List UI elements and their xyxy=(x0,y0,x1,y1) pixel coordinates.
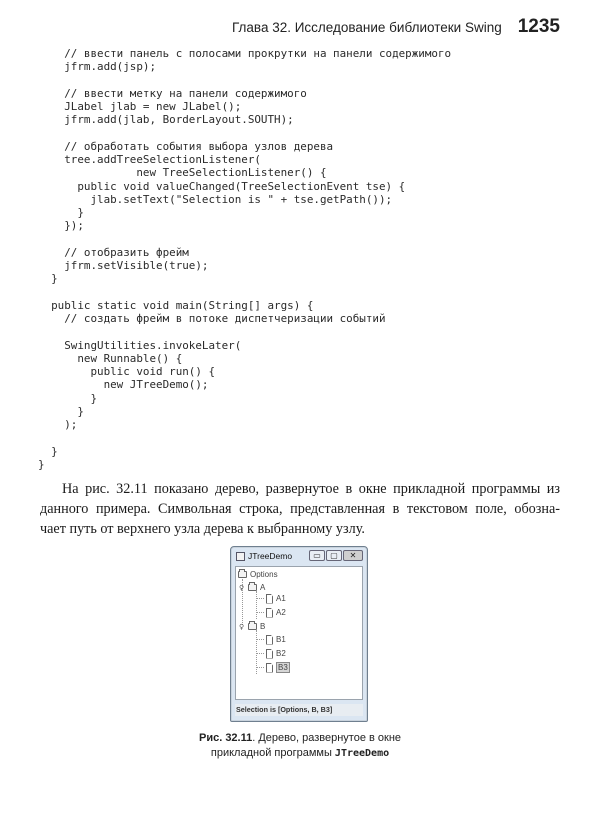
page-header xyxy=(232,16,560,38)
tree-node-a[interactable] xyxy=(239,582,265,593)
code-line xyxy=(38,127,451,140)
window-titlebar[interactable] xyxy=(231,547,367,565)
window-controls xyxy=(309,550,363,561)
code-line: new Runnable() { xyxy=(38,351,183,365)
caption-line-1 xyxy=(150,731,450,746)
tree-node-label: A xyxy=(260,583,266,592)
code-listing xyxy=(38,47,451,471)
code-line: new TreeSelectionListener() { xyxy=(38,166,327,180)
file-icon xyxy=(266,635,273,645)
code-line: } xyxy=(38,404,84,418)
code-line: } xyxy=(38,206,84,219)
expand-handle-icon[interactable]: ♀ xyxy=(239,583,245,592)
code-line xyxy=(38,233,451,246)
code-line: jfrm.add(jlab, BorderLayout.SOUTH); xyxy=(38,113,294,127)
window-title: JTreeDemo xyxy=(248,551,293,561)
caption-text: . Дерево, развернутое в окне xyxy=(252,732,402,744)
tree-node-label: Options xyxy=(250,570,278,579)
code-line: public static void main(String[] args) { xyxy=(38,298,314,312)
code-line: SwingUtilities.invokeLater( xyxy=(38,338,242,352)
code-line: // отобразить фрейм xyxy=(38,245,189,259)
file-icon xyxy=(266,663,273,673)
chapter-title: Глава 32. Исследование библиотеки Swing xyxy=(231,20,502,35)
code-line xyxy=(38,431,451,444)
tree-node-b3[interactable] xyxy=(266,662,290,673)
file-icon xyxy=(266,594,273,604)
tree-node-a2[interactable] xyxy=(266,607,286,618)
body-paragraph xyxy=(40,479,560,539)
code-line: public void valueChanged(TreeSelectionEvent tse) { xyxy=(38,179,406,193)
code-line: ); xyxy=(38,418,78,431)
caption-text: прикладной программы xyxy=(210,747,335,759)
selection-label: Selection is [Options, B, B3] xyxy=(235,704,363,716)
tree-node-label: B1 xyxy=(276,635,286,644)
code-line: // ввести метку на панели содержимого xyxy=(38,86,307,100)
code-line: } xyxy=(38,391,98,405)
page-number: 1235 xyxy=(517,16,560,37)
caption-line-2 xyxy=(150,746,450,761)
caption-program-name: JTreeDemo xyxy=(334,748,390,759)
code-line: // обработать события выбора узлов дерева xyxy=(38,139,334,153)
tree-node-b[interactable] xyxy=(239,621,265,632)
code-line xyxy=(38,74,451,87)
tree-node-label: B2 xyxy=(276,649,286,658)
code-line: // ввести панель с полосами прокрутки на панели содержимого xyxy=(38,47,452,60)
code-line: public void run() { xyxy=(38,365,216,378)
tree-node-b1[interactable] xyxy=(266,634,286,645)
tree-node-label: A1 xyxy=(276,594,286,603)
tree-node-a1[interactable] xyxy=(266,593,286,604)
jtreedemo-window xyxy=(230,546,368,722)
code-line: } xyxy=(38,457,45,471)
paragraph-line: чает путь от верхнего узла дерева к выбранному узлу. xyxy=(40,521,365,537)
figure-label: Рис. 32.11 xyxy=(198,732,253,744)
folder-open-icon xyxy=(248,623,257,630)
code-line: } xyxy=(38,272,58,286)
code-line: tree.addTreeSelectionListener( xyxy=(38,153,261,166)
maximize-button[interactable]: ▢ xyxy=(326,550,342,561)
tree-node-b2[interactable] xyxy=(266,648,286,659)
code-line: // создать фрейм в потоке диспетчеризации событий xyxy=(38,312,386,325)
code-line: jfrm.add(jsp); xyxy=(38,60,157,74)
minimize-button[interactable]: ▭ xyxy=(309,550,325,561)
paragraph-line: данного примера. Символьная строка, представленная в текстовом поле, обозна- xyxy=(40,501,560,517)
code-line: jfrm.setVisible(true); xyxy=(38,259,209,272)
tree-node-label: A2 xyxy=(276,608,286,617)
close-button[interactable]: ✕ xyxy=(343,550,363,561)
code-line xyxy=(38,286,451,299)
code-line xyxy=(38,325,451,338)
code-line: new JTreeDemo(); xyxy=(38,378,209,392)
code-line: jlab.setText("Selection is " + tse.getPath()); xyxy=(38,192,393,206)
folder-open-icon xyxy=(248,584,257,591)
figure-caption xyxy=(150,731,450,761)
code-line: JLabel jlab = new JLabel(); xyxy=(38,100,242,113)
expand-handle-icon[interactable]: ♀ xyxy=(239,622,245,631)
file-icon xyxy=(266,649,273,659)
tree-view[interactable] xyxy=(235,566,363,700)
folder-open-icon xyxy=(238,571,247,578)
app-icon xyxy=(236,552,245,561)
code-line: } xyxy=(38,444,58,458)
file-icon xyxy=(266,608,273,618)
tree-node-label-selected: B3 xyxy=(278,663,288,672)
code-line: }); xyxy=(38,219,84,233)
tree-node-label: B xyxy=(260,622,266,631)
paragraph-line: На рис. 32.11 показано дерево, развернутое в окне прикладной программы из xyxy=(62,481,560,497)
tree-node-root[interactable] xyxy=(238,569,278,580)
